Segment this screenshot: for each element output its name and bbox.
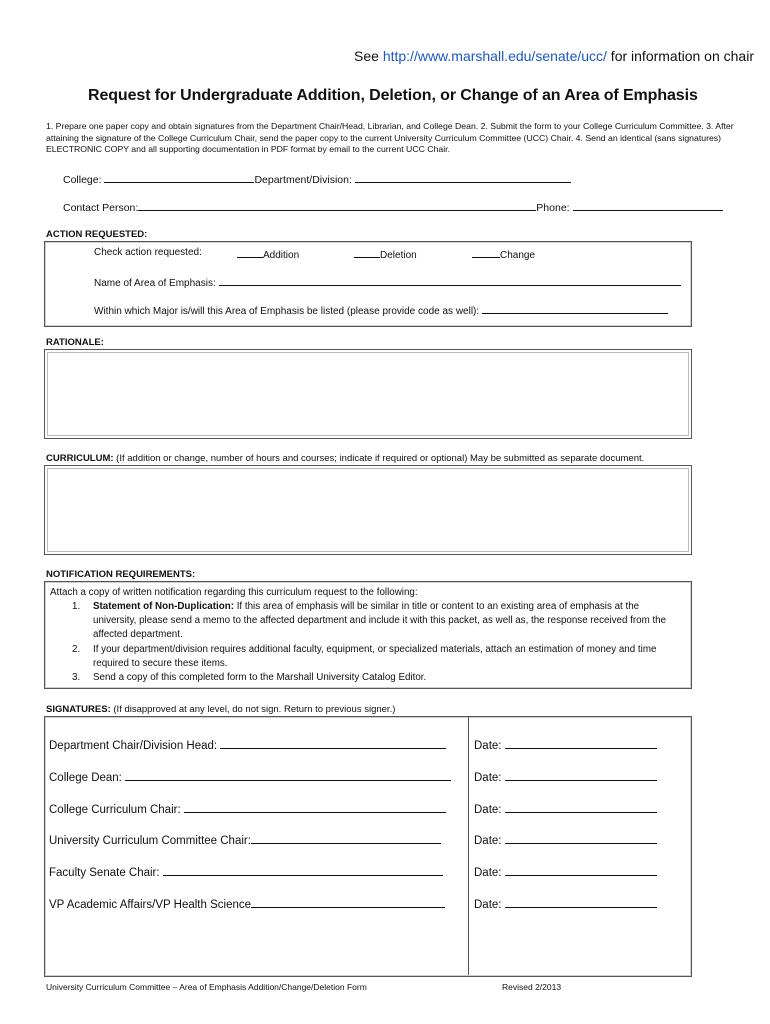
date-field[interactable] (505, 802, 657, 813)
change-label: Change (500, 250, 536, 261)
signature-label: College Curriculum Chair: (49, 804, 181, 816)
signature-label: University Curriculum Committee Chair: (49, 835, 251, 847)
notification-item-num: 2. (72, 644, 81, 655)
signature-row (49, 738, 446, 752)
date-field[interactable] (505, 865, 657, 876)
signature-row (49, 897, 445, 911)
signature-field[interactable] (251, 897, 445, 908)
date-label: Date: (474, 899, 502, 911)
signatures-heading-row (46, 704, 395, 715)
deletion-label: Deletion (380, 250, 417, 261)
emphasis-name-row (94, 275, 681, 289)
department-label: Department/Division: (254, 174, 352, 186)
major-label: Within which Major is/will this Area of Emphasis be listed (please provide code as well): (94, 306, 480, 317)
date-row (474, 833, 657, 847)
signature-row (49, 833, 441, 847)
signature-field[interactable] (251, 833, 441, 844)
check-action-label: Check action requested: (94, 247, 202, 258)
signature-row (49, 865, 443, 879)
date-label: Date: (474, 867, 502, 879)
curriculum-note: (If addition or change, number of hours and courses; indicate if required or optional) May be submitted as separate document. (113, 453, 645, 464)
notification-item-text: If your department/division requires additional faculty, equipment, or specialized materials, attach an estimation of money and time required to secure these items. (93, 644, 657, 670)
contact-field[interactable] (138, 200, 536, 211)
date-field[interactable] (505, 770, 657, 781)
major-field[interactable] (482, 303, 668, 314)
date-label: Date: (474, 740, 502, 752)
signatures-heading: SIGNATURES: (46, 704, 111, 715)
signatures-note: (If disapproved at any level, do not sign. Return to previous signer.) (110, 704, 396, 715)
signature-field[interactable] (220, 738, 446, 749)
signature-field[interactable] (184, 802, 446, 813)
notification-item (93, 643, 683, 671)
notification-intro: Attach a copy of written notification regarding this curriculum request to the following: (50, 587, 418, 598)
notification-item-text: Send a copy of this completed form to the Marshall University Catalog Editor. (93, 672, 427, 683)
signature-label: VP Academic Affairs/VP Health Science (49, 899, 252, 911)
date-row (474, 802, 657, 816)
notification-item-text: If this area of emphasis will be similar in title or content to an existing area of emphasis at the university, please send a memo to the affected department and include it with this packet, as well as, the response received from the affected department. (93, 601, 667, 641)
info-line (354, 48, 754, 64)
signature-row (49, 770, 451, 784)
date-row (474, 865, 657, 879)
college-row (63, 172, 571, 186)
contact-label: Contact Person: (63, 202, 139, 214)
college-label: College: (63, 174, 102, 186)
signature-field[interactable] (125, 770, 451, 781)
signatures-divider (468, 717, 469, 975)
footer-form-name: University Curriculum Committee – Area of Emphasis Addition/Change/Deletion Form (46, 982, 367, 992)
footer-revision: Revised 2/2013 (502, 982, 562, 992)
date-label: Date: (474, 804, 502, 816)
college-field[interactable] (104, 172, 254, 183)
phone-field[interactable] (573, 200, 723, 211)
date-label: Date: (474, 835, 502, 847)
notification-item-num: 3. (72, 672, 81, 683)
curriculum-box[interactable] (44, 465, 692, 555)
notification-item (93, 671, 683, 685)
signature-label: College Dean: (49, 772, 122, 784)
department-field[interactable] (355, 172, 571, 183)
deletion-option[interactable] (354, 247, 417, 261)
date-row (474, 770, 657, 784)
notification-item-bold: Statement of Non-Duplication: (93, 601, 234, 612)
ucc-link[interactable]: http://www.marshall.edu/senate/ucc/ (382, 48, 607, 64)
see-prefix: See (354, 48, 383, 64)
action-heading: ACTION REQUESTED: (46, 229, 148, 240)
phone-label: Phone: (536, 202, 570, 214)
date-row (474, 897, 657, 911)
instructions: 1. Prepare one paper copy and obtain signatures from the Department Chair/Head, Librarian, and College Dean. 2. Submit the form to your College Curriculum Committee. 3. After attaining the signature of the College Curriculum Chair, send the paper copy to the current University Curriculum Committee (UCC) Chair. 4. Send an identical (sans signatures) ELECTRONIC COPY and all supporting documentation in PDF format by email to the current UCC Chair. (46, 121, 734, 155)
date-field[interactable] (505, 738, 657, 749)
page-title: Request for Undergraduate Addition, Deletion, or Change of an Area of Emphasis (88, 87, 698, 104)
date-field[interactable] (505, 833, 657, 844)
curriculum-heading-row (46, 453, 644, 464)
curriculum-heading: CURRICULUM: (46, 453, 114, 464)
emphasis-name-field[interactable] (219, 275, 681, 286)
contact-row (63, 200, 723, 214)
date-field[interactable] (505, 897, 657, 908)
addition-blank[interactable] (237, 247, 263, 258)
change-option[interactable] (472, 247, 535, 261)
deletion-blank[interactable] (354, 247, 380, 258)
signature-label: Department Chair/Division Head: (49, 740, 218, 752)
rationale-heading: RATIONALE: (46, 337, 104, 348)
notification-item-num: 1. (72, 601, 81, 612)
signature-row (49, 802, 446, 816)
see-suffix: for information on chair (606, 48, 754, 64)
notification-heading: NOTIFICATION REQUIREMENTS: (46, 569, 196, 580)
notification-item (93, 600, 683, 643)
change-blank[interactable] (472, 247, 500, 258)
signature-label: Faculty Senate Chair: (49, 867, 160, 879)
emphasis-name-label: Name of Area of Emphasis: (94, 278, 216, 289)
addition-option[interactable] (237, 247, 299, 261)
signature-field[interactable] (163, 865, 443, 876)
date-row (474, 738, 657, 752)
addition-label: Addition (263, 250, 300, 261)
date-label: Date: (474, 772, 502, 784)
rationale-box[interactable] (44, 349, 692, 439)
major-row (94, 303, 668, 317)
